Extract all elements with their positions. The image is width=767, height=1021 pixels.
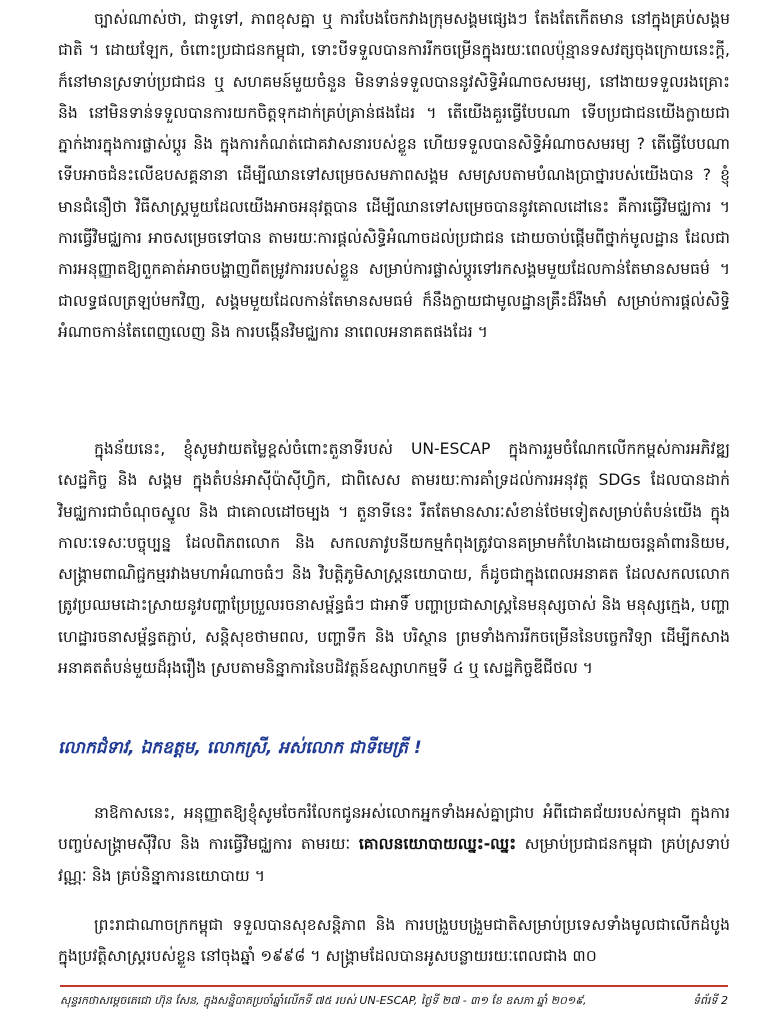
footer-rule (60, 985, 728, 987)
salutation-heading: លោកជំទាវ, ឯកឧត្តម, លោកស្រី, អស់លោក ជាទីមេត្រី ! (58, 738, 422, 758)
footer-caption: សុន្ទរកថាសម្តេចតេជោ ហ៊ុន សែន, ក្នុងសន្និបាតប្រចាំឆ្នាំលើកទី ៧៥ របស់ UN-ESCAP, ថ្ងៃទី ២៧ - ៣១ ខែ ឧសភា ឆ្នាំ ២០១៩, (60, 994, 587, 1007)
paragraph-4: ព្រះរាជាណាចក្រកម្ពុជា ទទួលបានសុខសន្តិភាព និង ការបង្រួបបង្រួមជាតិសម្រាប់ប្រទេសទាំងមូលជាលើកដំបូងក្នុងប្រវត្តិសាស្ត្ររបស់ខ្លួន នៅចុងឆ្នាំ ១៩៩៨ ។ សង្គ្រាមដែលបានអូសបន្លាយរយៈពេលជាង ៣០ (58, 916, 730, 966)
win-win-policy-phrase: គោលនយោបាយឈ្នះ-ឈ្នះ (358, 835, 517, 854)
footer (60, 990, 728, 1012)
paragraph-2: ក្នុងន័យនេះ, ខ្ញុំសូមវាយតម្លៃខ្ពស់ចំពោះតួនាទីរបស់ UN-ESCAP ក្នុងការរួមចំណែកលើកកម្ពស់ការអភិវឌ្ឍសេដ្ឋកិច្ច និង សង្គម ក្នុងតំបន់អាស៊ីប៉ាស៊ីហ្វិក, ជាពិសេស តាមរយៈការគាំទ្រដល់ការអនុវត្ត SDGs ដែលបានដាក់វិមជ្ឈការជាចំណុចស្នូល និង ជាគោលដៅចម្បង ។ តួនាទីនេះ រឹតតែមានសារៈសំខាន់ថែមទៀតសម្រាប់តំបន់យើង ក្នុងកាលៈទេសៈបច្ចុប្បន្ន ដែលពិភពលោក និង សកលភាវូបនីយកម្មកំពុងត្រូវបានគម្រាមកំហែងដោយចរន្តគាំពារនិយម, សង្គ្រាមពាណិជ្ជកម្មរវាងមហាអំណាចធំៗ និង វិបត្តិភូមិសាស្ត្រនយោបាយ, ក៏ដូចជាក្នុងពេលអនាគត ដែលសកលលោកត្រូវប្រឈមដោះស្រាយនូវបញ្ហាប្រែប្រួលរចនាសម្ព័ន្ធធំៗ ជាអាទិ៍ បញ្ហាប្រជាសាស្ត្រនៃមនុស្សចាស់ និង មនុស្សក្មេង, បញ្ហាហេដ្ឋារចនាសម្ព័ន្ធតភ្ជាប់, សន្តិសុខថាមពល, បញ្ហាទឹក និង បរិស្ថាន ព្រមទាំងការរីកចម្រើននៃបច្ចេកវិទ្យា ដើម្បីកសាងអនាគតតំបន់មួយដ៏រុងរឿង ស្របតាមនិន្នាការនៃបដិវត្តន៍ឧស្សាហកម្មទី ៤ ឬ សេដ្ឋកិច្ចឌីជីថល ។ (58, 440, 730, 678)
page-number: ទំព័រទី 2 (693, 994, 728, 1007)
paragraph-1: ច្បាស់ណាស់ថា, ជាទូទៅ, ភាពខុសគ្នា ឬ ការបែងចែកវាងក្រុមសង្គមផ្សេងៗ តែងតែកើតមាន នៅក្នុងគ្រប់សង្គមជាតិ ។ ដោយឡែក, ចំពោះប្រជាជនកម្ពុជា, ទោះបីទទួលបានការរីកចម្រើនក្នុងរយៈពេលប៉ុន្មានទសវត្សចុងក្រោយនេះក្តី, ក៏នៅមានស្រទាប់ប្រជាជន ឬ សហគមន៍មួយចំនួន មិនទាន់ទទួលបាននូវសិទ្ធិអំណាចសមរម្យ, នៅងាយទទួលរងគ្រោះ និង នៅមិនទាន់ទទួលបានការយកចិត្តទុកដាក់គ្រប់គ្រាន់ផងដែរ ។ តើយើងគួរធ្វើបែបណា ទើបប្រជាជនយើងក្លាយជាភ្នាក់ងារក្នុងការផ្លាស់ប្តូរ និង ក្នុងការកំណត់ជោគវាសនារបស់ខ្លួន ហើយទទួលបានសិទ្ធិអំណាចសមរម្យ ? តើធ្វើបែបណាទើបអាចជំនះលើឧបសគ្គនានា ដើម្បីឈានទៅសម្រេចសមភាពសង្គម សមស្របតាមបំណងប្រាថ្នារបស់យើងបាន ? ខ្ញុំមានជំនឿថា វិធីសាស្ត្រមួយដែលយើងអាចអនុវត្តបាន ដើម្បីឈានទៅសម្រេចបាននូវគោលដៅនេះ គឺការធ្វើវិមជ្ឈការ ។ ការធ្វើវិមជ្ឈការ អាចសម្រេចទៅបាន តាមរយៈការផ្តល់សិទ្ធិអំណាចដល់ប្រជាជន ដោយចាប់ផ្តើមពីថ្នាក់មូលដ្ឋាន ដែលជាការអនុញ្ញាតឱ្យពួកគាត់អាចបង្ហាញពីតម្រូវការរបស់ខ្លួន សម្រាប់ការផ្លាស់ប្តូរទៅរកសង្គមមួយដែលកាន់តែមានសមធម៌ ។ ជាលទ្ធផលត្រឡប់មកវិញ, សង្គមមួយដែលកាន់តែមានសមធម៌ ក៏នឹងក្លាយជាមូលដ្ឋានគ្រឹះដ៏រឹងមាំ សម្រាប់ការផ្តល់សិទ្ធិអំណាចកាន់តែពេញលេញ និង ការបង្កើនវិមជ្ឈការ នាពេលអនាគតផងដែរ ។ (58, 10, 730, 341)
paragraph-3 (58, 798, 730, 892)
paragraph-3-text-a: នាឱកាសនេះ, អនុញ្ញាតឱ្យខ្ញុំសូមចែករំលែកជូនអស់លោកអ្នកទាំងអស់គ្នាជ្រាប អំពីជោគជ័យរបស់កម្ពុជា ក្នុងការបញ្ចប់សង្គ្រាមស៊ីវិល និង ការធ្វើវិមជ្ឈការ តាមរយៈ (58, 804, 730, 854)
paragraph-3-text-b: សម្រាប់ប្រជាជនកម្ពុជា គ្រប់ស្រទាប់វណ្ណៈ និង គ្រប់និន្នាការនយោបាយ ។ (58, 835, 730, 885)
